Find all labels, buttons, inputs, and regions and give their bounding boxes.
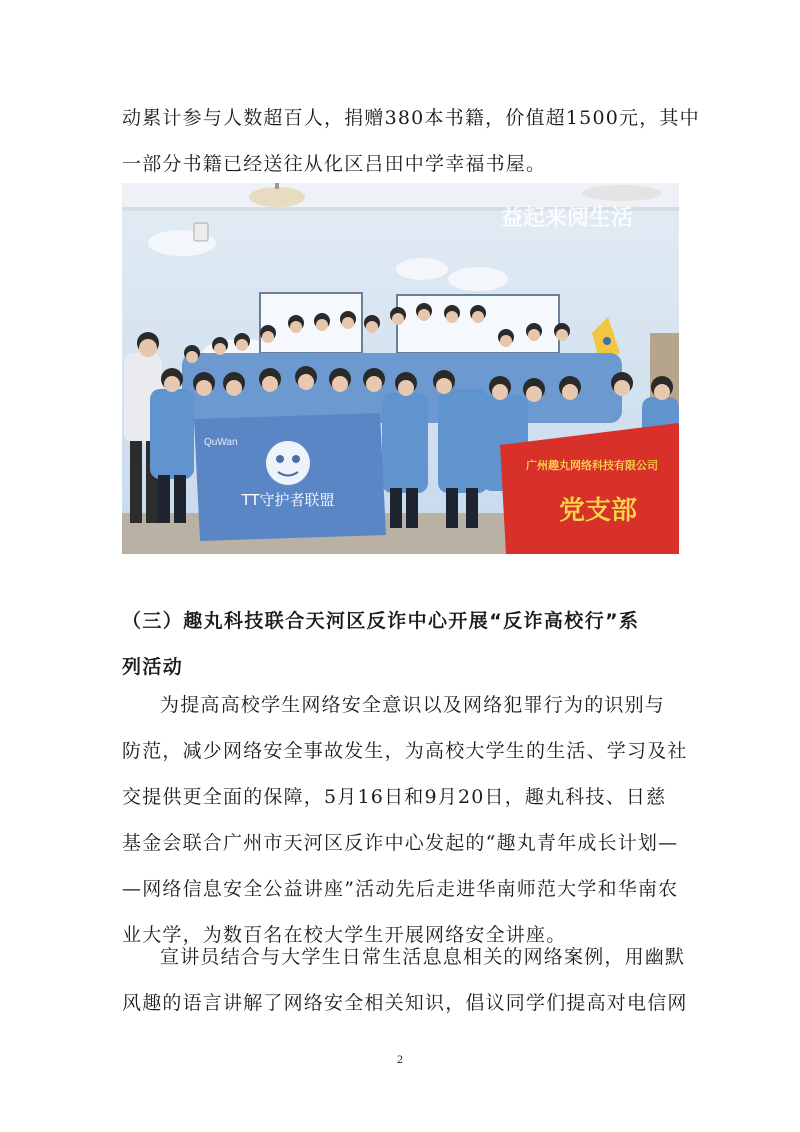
- banner-right-text: 党支部: [558, 496, 638, 526]
- paragraph-line: 基金会联合广州市天河区反诈中心发起的“趣丸青年成长计划—: [122, 832, 679, 854]
- paragraph-1: [122, 95, 700, 187]
- paragraph-line: 防范，减少网络安全事故发生，为高校大学生的生活、学习及社: [122, 740, 688, 762]
- banner-left-brand: QuWan: [204, 437, 238, 448]
- paragraph-line: 业大学，为数百名在校大学生开展网络安全讲座。: [122, 924, 567, 946]
- heading-line: （三）趣丸科技联合天河区反诈中心开展“反诈高校行”系: [122, 610, 640, 632]
- paragraph-line: 风趣的语言讲解了网络安全相关知识，倡议同学们提高对电信网: [122, 992, 688, 1014]
- paragraph-line: 动累计参与人数超百人，捐赠380本书籍，价值超1500元，其中: [122, 107, 700, 129]
- banner-left-text: TT守护者联盟: [241, 491, 335, 509]
- heading-line: 列活动: [122, 656, 184, 678]
- paragraph-3: [122, 934, 688, 1026]
- page-number: 2: [397, 1052, 403, 1066]
- photo-watermark: 益起来阅生活: [500, 206, 634, 231]
- paragraph-2: [122, 682, 688, 958]
- paragraph-line: 一部分书籍已经送往从化区吕田中学幸福书屋。: [122, 153, 547, 175]
- banner-right-company: 广州趣丸网络科技有限公司: [526, 459, 658, 472]
- paragraph-line: —网络信息安全公益讲座”活动先后走进华南师范大学和华南农: [122, 878, 679, 900]
- section-heading: [122, 598, 692, 690]
- paragraph-line: 为提高高校学生网络安全意识以及网络犯罪行为的识别与: [160, 694, 666, 716]
- group-photo: [122, 183, 679, 554]
- paragraph-line: 宣讲员结合与大学生日常生活息息相关的网络案例，用幽默: [160, 946, 686, 968]
- paragraph-line: 交提供更全面的保障，5月16日和9月20日，趣丸科技、日慈: [122, 786, 667, 808]
